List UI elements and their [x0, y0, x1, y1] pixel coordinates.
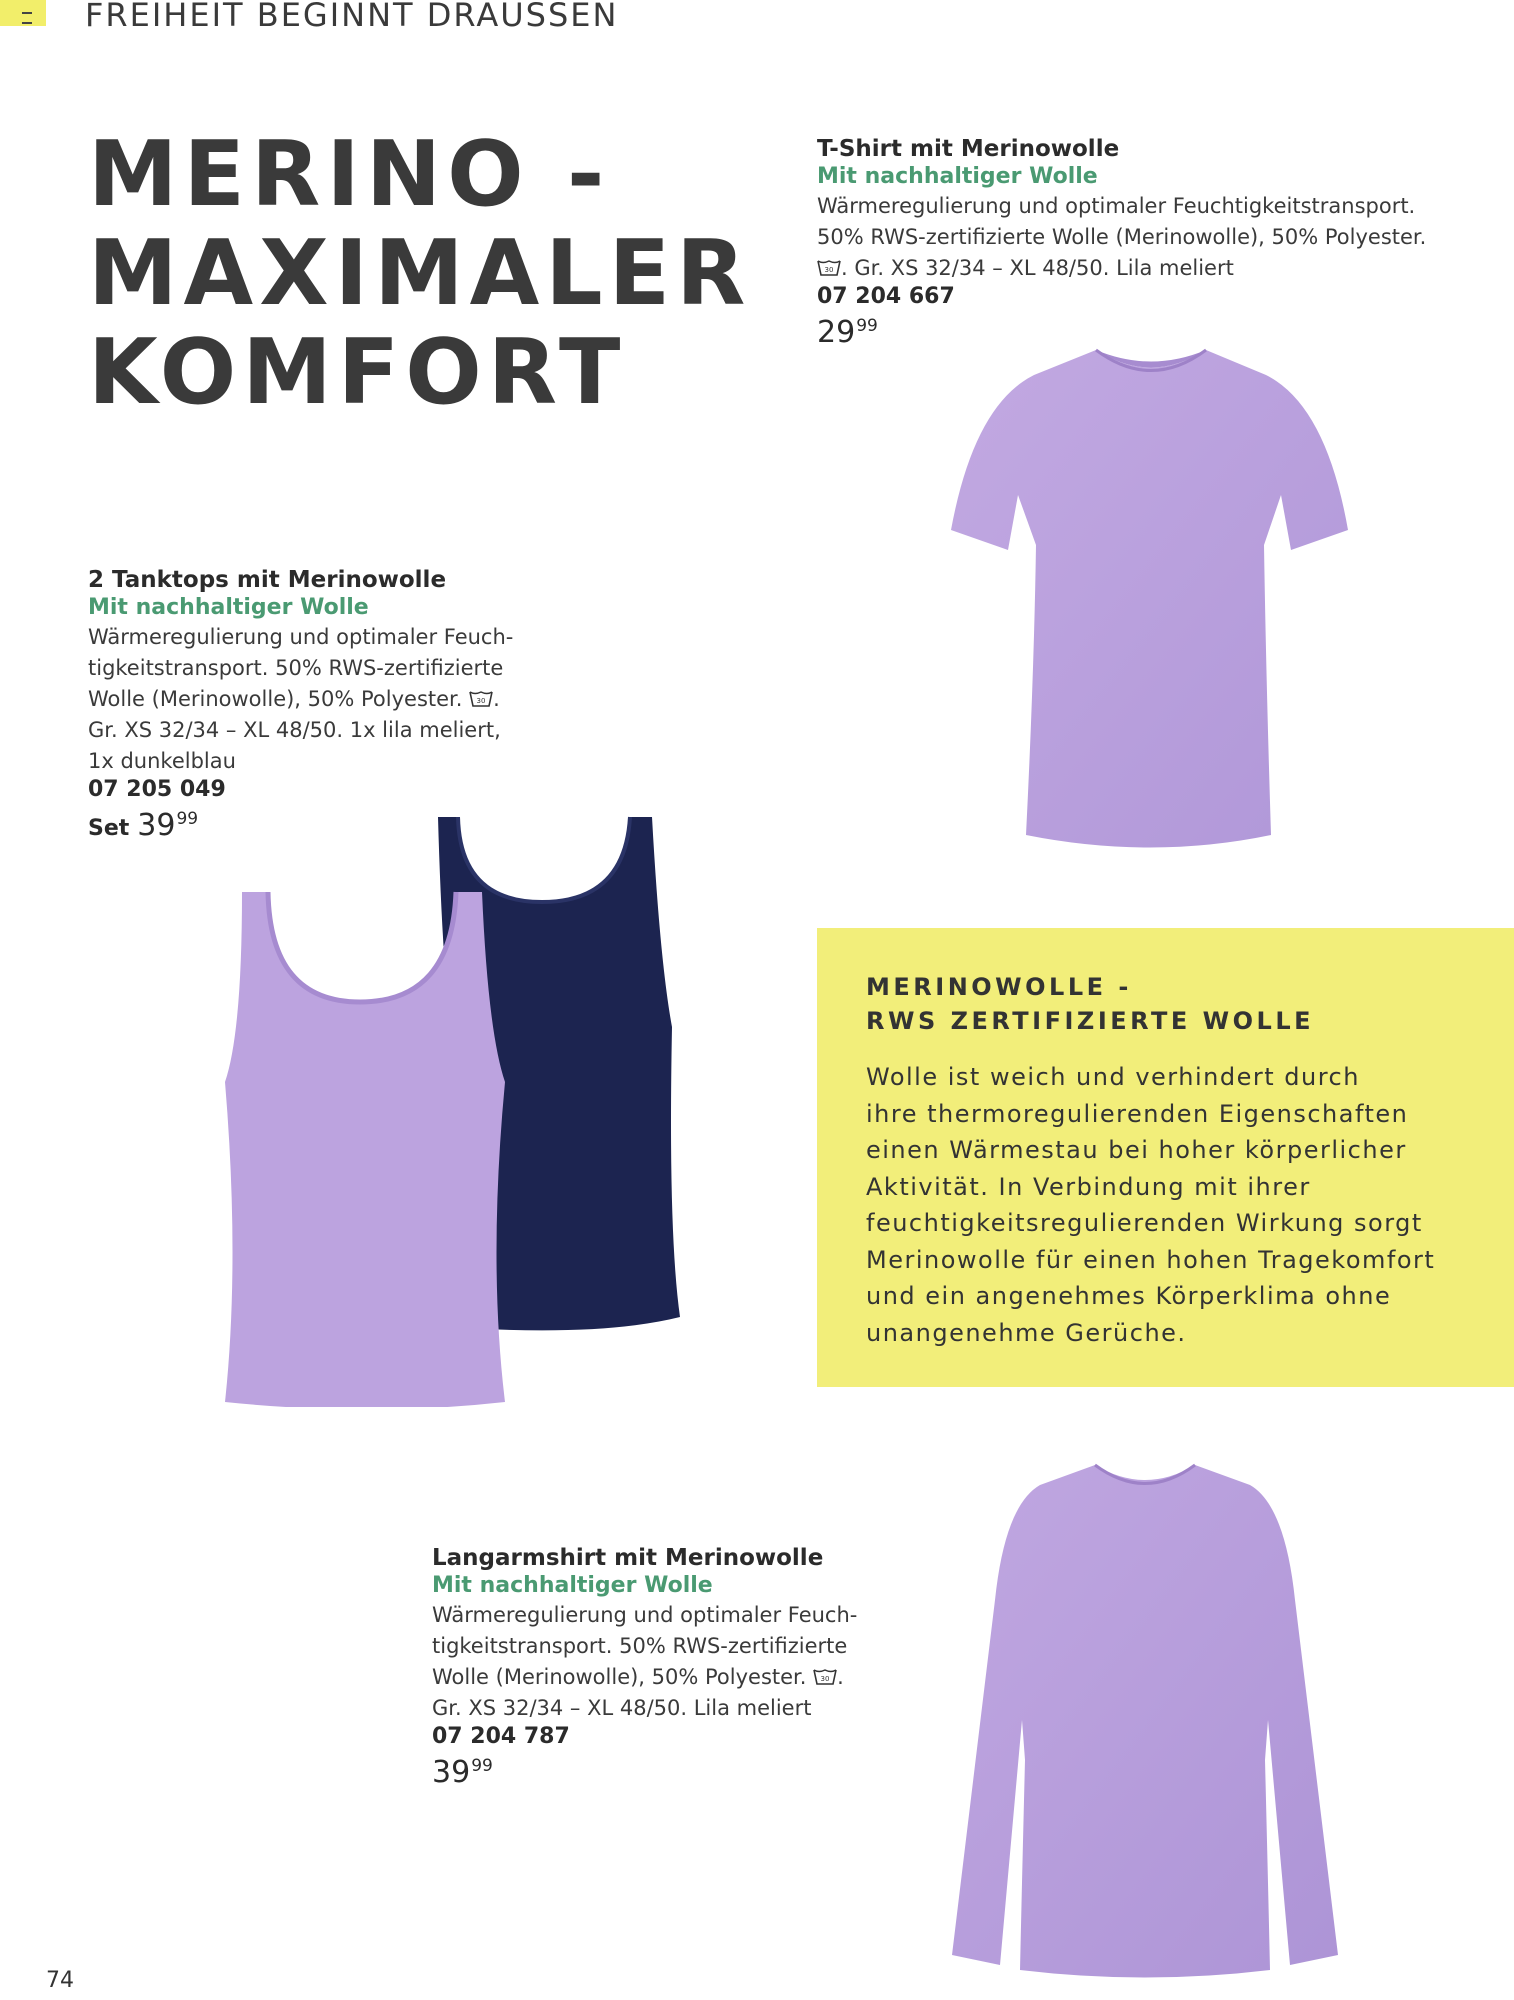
product-description: [817, 191, 1426, 284]
wash-30-icon: [469, 690, 493, 708]
info-text-line: Merinowolle für einen hohen Tragekomfort: [866, 1245, 1436, 1274]
info-text-line: und ein angenehmes Körperklima ohne: [866, 1282, 1392, 1310]
info-text-line: Wolle ist weich und verhindert durch: [866, 1063, 1360, 1091]
section-title: FREIHEIT BEGINNT DRAUSSEN: [85, 0, 619, 34]
product-longsleeve: [432, 1545, 857, 1790]
headline-line-3: KOMFORT: [88, 320, 627, 425]
section-marker: [0, 0, 46, 26]
description-line: Wärmeregulierung und optimaler Feuch-: [88, 625, 514, 649]
page-headline: [88, 122, 752, 425]
product-tshirt: [817, 136, 1426, 350]
description-line: Wärmeregulierung und optimaler Feuchtigkeitstransport.: [817, 194, 1416, 218]
product-subtitle: Mit nachhaltiger Wolle: [432, 1573, 713, 1598]
info-text-line: einen Wärmestau bei hoher körperlicher: [866, 1136, 1407, 1164]
info-text-line: unangenehme Gerüche.: [866, 1318, 1187, 1347]
description-line: tigkeitstransport. 50% RWS-zertifizierte: [88, 656, 504, 680]
page-number: 74: [46, 1968, 74, 1993]
description-line: Wärmeregulierung und optimaler Feuch-: [432, 1603, 858, 1627]
product-tanktops: [88, 567, 513, 843]
tshirt-image: [946, 345, 1356, 853]
product-name: Langarmshirt mit Merinowolle: [432, 1545, 824, 1571]
description-line: Gr. XS 32/34 – XL 48/50. Lila meliert: [432, 1696, 812, 1720]
product-name: 2 Tanktops mit Merinowolle: [88, 567, 447, 593]
headline-line-2: MAXIMALER: [88, 221, 752, 326]
product-subtitle: Mit nachhaltiger Wolle: [88, 595, 369, 620]
longsleeve-image: [950, 1460, 1340, 1978]
svg-text:30: 30: [824, 266, 834, 274]
product-price: Set $39^{99}$: [88, 808, 199, 843]
description-line: 30 . Gr. XS 32/34 – XL 48/50. Lila meliert: [817, 253, 1426, 284]
wash-30-icon: [813, 1668, 837, 1686]
product-description: [88, 622, 513, 777]
product-price: $29^{99}$: [817, 315, 878, 350]
info-box-title: [866, 970, 1314, 1038]
description-line: Wolle (Merinowolle), 50% Polyester. 30 .: [432, 1665, 844, 1689]
info-text-line: Aktivität. In Verbindung mit ihrer: [866, 1172, 1311, 1201]
info-title-line: RWS ZERTIFIZIERTE WOLLE: [866, 1007, 1315, 1035]
description-line: 50% RWS-zertifizierte Wolle (Merinowolle), 50% Polyester.: [817, 225, 1427, 249]
description-line: Gr. XS 32/34 – XL 48/50. 1x lila meliert,: [88, 718, 501, 742]
wash-30-icon: [817, 259, 841, 277]
headline-line-1: MERINO -: [88, 122, 611, 227]
svg-text:30: 30: [476, 697, 486, 705]
product-description: [432, 1600, 857, 1724]
product-price: $39^{99}$: [432, 1755, 493, 1790]
info-title-line: MERINOWOLLE -: [866, 973, 1132, 1001]
product-sku: 07 204 667: [817, 284, 955, 309]
description-line: Wolle (Merinowolle), 50% Polyester. 30 .: [88, 687, 500, 711]
description-line: 1x dunkelblau: [88, 749, 236, 773]
product-sku: 07 205 049: [88, 777, 226, 802]
svg-text:30: 30: [820, 1675, 830, 1683]
product-sku: 07 204 787: [432, 1724, 570, 1749]
marker-glyph-icon: [22, 12, 32, 24]
product-subtitle: Mit nachhaltiger Wolle: [817, 164, 1098, 189]
tanktops-image: [220, 812, 690, 1407]
product-name: T-Shirt mit Merinowolle: [817, 136, 1120, 162]
info-box-text: [866, 1059, 1435, 1351]
info-text-line: ihre thermoregulierenden Eigenschaften: [866, 1099, 1409, 1128]
description-line: tigkeitstransport. 50% RWS-zertifizierte: [432, 1634, 848, 1658]
info-text-line: feuchtigkeitsregulierenden Wirkung sorgt: [866, 1209, 1423, 1237]
